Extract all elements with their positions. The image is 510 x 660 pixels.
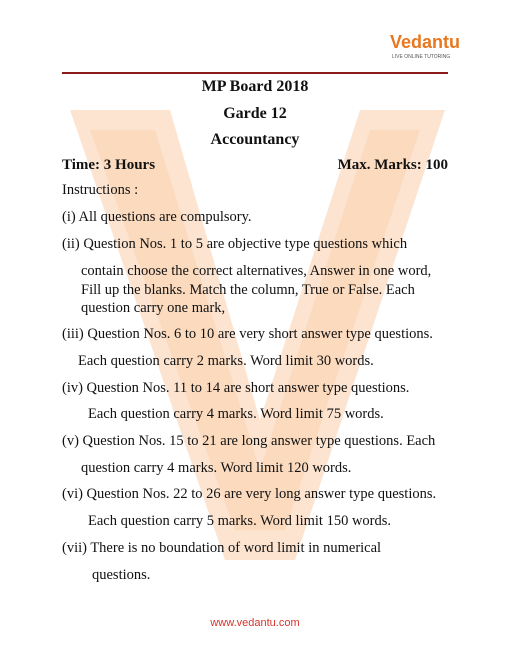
footer-url[interactable]: www.vedantu.com — [210, 617, 300, 629]
instruction-line: (vi) Question Nos. 22 to 26 are very long answer type questions. — [62, 486, 437, 502]
max-marks-label: Max. Marks: 100 — [337, 157, 448, 173]
instructions-title: Instructions : — [62, 182, 139, 198]
instruction-line: Each question carry 4 marks. Word limit 75 words. — [88, 406, 384, 422]
svg-text:LIVE ONLINE TUTORING: LIVE ONLINE TUTORING — [392, 54, 451, 60]
instruction-line: (v) Question Nos. 15 to 21 are long answer type questions. Each — [62, 433, 436, 449]
instruction-line: question carry 4 marks. Word limit 120 words. — [81, 460, 352, 476]
instruction-line: Each question carry 2 marks. Word limit 30 words. — [78, 353, 374, 369]
instruction-line: questions. — [92, 567, 151, 583]
instruction-line: (iii) Question Nos. 6 to 10 are very short answer type questions. — [62, 326, 433, 342]
exam-info-row — [62, 157, 448, 174]
instruction-line: (i) All questions are compulsory. — [62, 209, 252, 225]
instruction-line: question carry one mark, — [81, 300, 226, 316]
svg-text:Vedantu: Vedantu — [390, 32, 461, 52]
board-title: MP Board 2018 — [201, 78, 309, 95]
instruction-line: (iv) Question Nos. 11 to 14 are short answer type questions. — [62, 380, 410, 396]
grade-title: Garde 12 — [223, 105, 287, 122]
instruction-line: (ii) Question Nos. 1 to 5 are objective type questions which — [62, 236, 408, 252]
instruction-line: Fill up the blanks. Match the column, True or False. Each — [81, 282, 415, 298]
time-label: Time: 3 Hours — [62, 157, 156, 173]
instruction-line: (vii) There is no boundation of word limit in numerical — [62, 540, 382, 556]
vedantu-logo — [388, 28, 478, 62]
instruction-line: Each question carry 5 marks. Word limit 150 words. — [88, 513, 392, 529]
header-rule — [62, 72, 448, 74]
instruction-line: contain choose the correct alternatives, Answer in one word, — [81, 263, 432, 279]
subject-title: Accountancy — [210, 131, 300, 148]
